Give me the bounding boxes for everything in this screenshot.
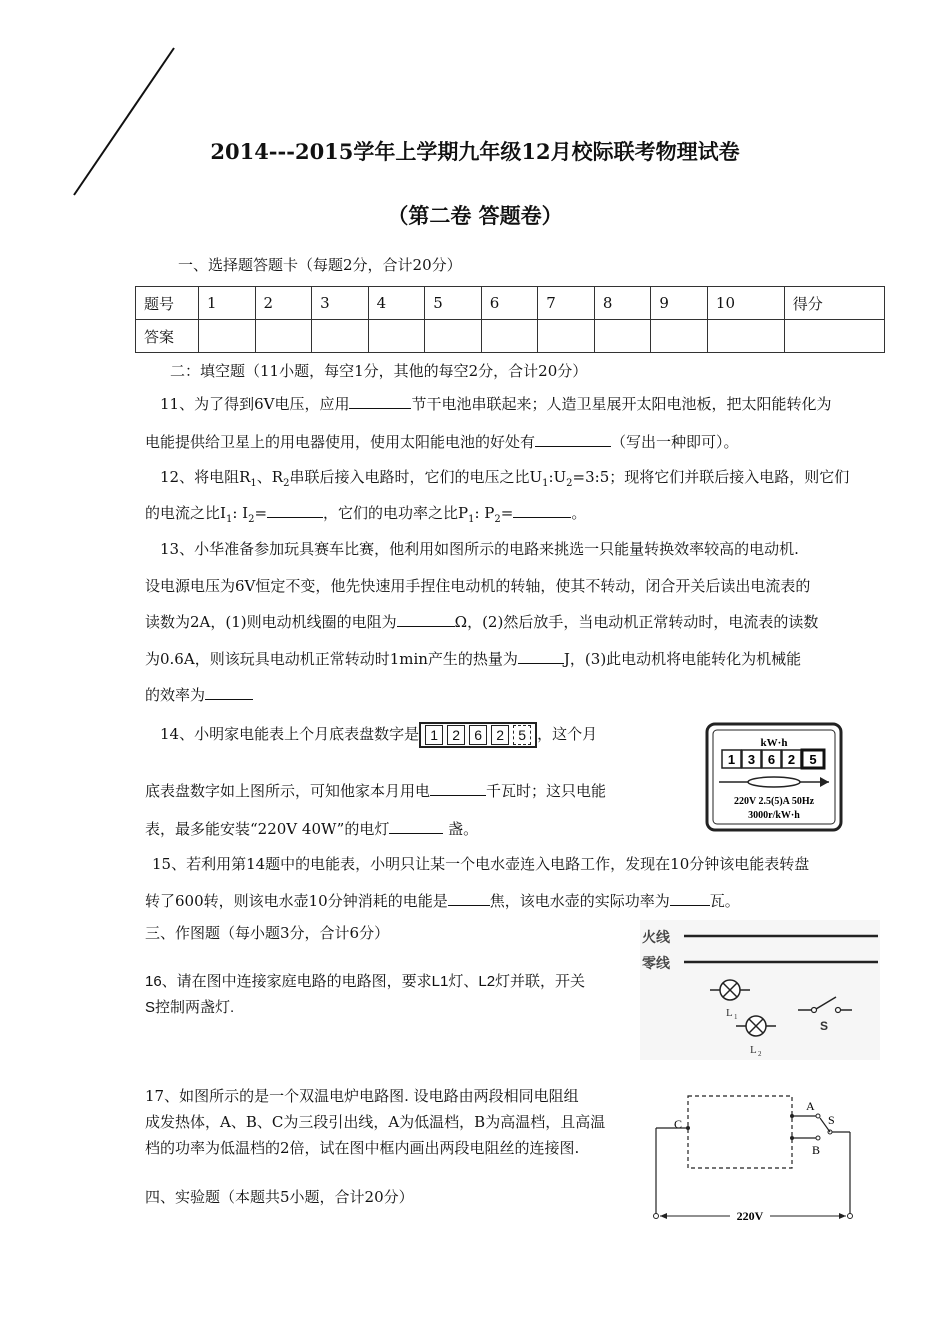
household-circuit-figure <box>640 920 880 1060</box>
q12-line1: 12、将电阻$R_1$、$R_2$串联后接入电路时，它们的电压之比$U_1:U_2=3:5$；现将它们并联后接入电路，则它们 <box>160 468 850 489</box>
meter-spec: 220V 2.5(5)A 50Hz <box>733 796 815 807</box>
q13-line2: 设电源电压为6V恒定不变，他先快速用手捏住电动机的转轴，使其不转动，闭合开关后读出电流表的 <box>145 577 811 595</box>
binding-diagonal-line <box>70 45 180 200</box>
answer-cell[interactable] <box>481 320 538 353</box>
answer-cell[interactable] <box>707 320 784 353</box>
lamp-l1-label: L <box>726 1007 733 1019</box>
live-wire-label: 火线 <box>642 930 670 946</box>
q11-line2: 电能提供给卫星上的用电器使用，使用太阳能电池的好处有 （写出一种即可）。 <box>145 433 739 451</box>
answer-cell[interactable] <box>538 320 595 353</box>
neutral-wire-label: 零线 <box>642 956 670 972</box>
exam-subtitle: （第二卷 答题卷） <box>387 203 563 228</box>
meter-rev: 3000r/kW·h <box>748 810 800 821</box>
q15-line2: 转了600转，则该电水壶10分钟消耗的电能是 焦，该电水壶的实际功率为 瓦。 <box>145 892 740 910</box>
meter-digit: 5 <box>809 752 817 767</box>
col-6: 6 <box>481 287 538 320</box>
col-8: 8 <box>594 287 651 320</box>
q14-line1: 14、小明家电能表上个月底表盘数字是 1 2 6 2 5 ，这个月 <box>160 722 597 748</box>
q11-blank1[interactable] <box>349 394 411 409</box>
answer-card-number-row <box>136 287 885 320</box>
q13-blank3[interactable] <box>205 685 253 700</box>
answer-cell[interactable] <box>255 320 312 353</box>
lamp-l2-label: L <box>750 1044 757 1056</box>
col-4: 4 <box>368 287 425 320</box>
col-9: 9 <box>651 287 708 320</box>
meter-digit: 3 <box>747 752 756 767</box>
q11-blank2[interactable] <box>535 432 611 447</box>
q13-blank1[interactable] <box>397 612 455 627</box>
last-month-meter-reading: 1 2 6 2 5 <box>419 722 537 748</box>
terminal-a-label: A <box>806 1099 815 1113</box>
col-3: 3 <box>312 287 369 320</box>
q13-line1: 13、小华准备参加玩具赛车比赛，他利用如图所示的电路来挑选一只能量转换效率较高的电动机. <box>160 540 799 558</box>
section2-heading: 二：填空题（11小题，每空1分，其他的每空2分，合计20分） <box>170 362 588 380</box>
q15-line1: 15、若利用第14题中的电能表，小明只让某一个电水壶连入电路工作，发现在10分钟该电能表转盘 <box>152 855 810 873</box>
meter-digit: 6 <box>767 752 776 767</box>
meter-digit: 1 <box>727 752 736 767</box>
meter-unit: kW·h <box>760 737 788 749</box>
col-2: 2 <box>255 287 312 320</box>
q13-line3: 读数为2A，(1)则电动机线圈的电阻为 Ω，(2)然后放手，当电动机正常转动时，电流表的读数 <box>145 613 819 631</box>
terminal-b-label: B <box>812 1143 821 1157</box>
col-1: 1 <box>199 287 256 320</box>
resistor-drawing-box <box>688 1096 792 1168</box>
switch-s-label: S <box>820 1019 829 1033</box>
answer-card-answer-row <box>136 320 885 353</box>
q13-line4: 为0.6A，则该玩具电动机正常转动时1min产生的热量为 J，(3)此电动机将电能转化为机械能 <box>145 650 802 668</box>
terminal-c-label: C <box>674 1117 683 1131</box>
q13-line5: 的效率为 <box>145 684 253 705</box>
col-7: 7 <box>538 287 595 320</box>
q17-line1: 17、如图所示的是一个双温电炉电路图. 设电路由两段相同电阻组 <box>145 1087 579 1105</box>
q17-line3: 档的功率为低温档的2倍，试在图中框内画出两段电阻丝的连接图. <box>145 1139 580 1157</box>
q12-blank2[interactable] <box>513 503 571 518</box>
answer-cell[interactable] <box>312 320 369 353</box>
q15-blank1[interactable] <box>448 891 490 906</box>
supply-voltage-label: 220V <box>736 1209 764 1223</box>
q11-line1: 11、为了得到6V电压，应用 节干电池串联起来；人造卫星展开太阳电池板，把太阳能转化为 <box>160 395 832 413</box>
meter-digit: 2 <box>787 752 796 767</box>
answer-cell[interactable] <box>368 320 425 353</box>
q12-blank1[interactable] <box>267 503 323 518</box>
q14-blank2[interactable] <box>389 819 443 834</box>
q12-line2: 的电流之比$I_1$: $I_2=$ ，它们的电功率之比$P_1$: $P_2=$ 。 <box>145 504 587 525</box>
answer-card-table <box>135 286 885 353</box>
row-label-number: 题号 <box>136 287 199 320</box>
answer-cell[interactable] <box>199 320 256 353</box>
row-label-answer: 答案 <box>136 320 199 353</box>
q13-blank2[interactable] <box>518 649 564 664</box>
q15-blank2[interactable] <box>670 891 710 906</box>
q14-line3: 表，最多能安装“220V 40W”的电灯 盏。 <box>145 820 479 838</box>
q17-line2: 成发热体，A、B、C为三段引出线，A为低温档，B为高温档，且高温 <box>145 1113 606 1131</box>
exam-title: 2014---2015学年上学期九年级12月校际联考物理试卷 <box>210 139 740 164</box>
switch-s-label-17: S <box>828 1113 835 1127</box>
q16-line1: 16、请在图中连接家庭电路的电路图，要求L1灯、L2灯并联，开关 <box>145 973 586 990</box>
section3-heading: 三、作图题（每小题3分，合计6分） <box>145 924 390 942</box>
q14-blank1[interactable] <box>430 781 486 796</box>
q14-line2: 底表盘数字如上图所示，可知他家本月用电 千瓦时；这只电能 <box>145 782 607 800</box>
section4-heading: 四、实验题（本题共5小题，合计20分） <box>145 1188 414 1206</box>
answer-cell[interactable] <box>425 320 482 353</box>
q16-line2: S控制两盏灯. <box>145 999 235 1016</box>
answer-cell[interactable] <box>594 320 651 353</box>
svg-text:1: 1 <box>734 1013 738 1021</box>
col-score: 得分 <box>784 287 884 320</box>
furnace-circuit-figure <box>640 1086 870 1236</box>
electric-meter-figure <box>705 722 843 832</box>
answer-cell[interactable] <box>651 320 708 353</box>
svg-text:2: 2 <box>758 1050 762 1058</box>
col-10: 10 <box>707 287 784 320</box>
section1-heading: 一、选择题答题卡（每题2分，合计20分） <box>178 256 462 274</box>
col-5: 5 <box>425 287 482 320</box>
score-cell[interactable] <box>784 320 884 353</box>
